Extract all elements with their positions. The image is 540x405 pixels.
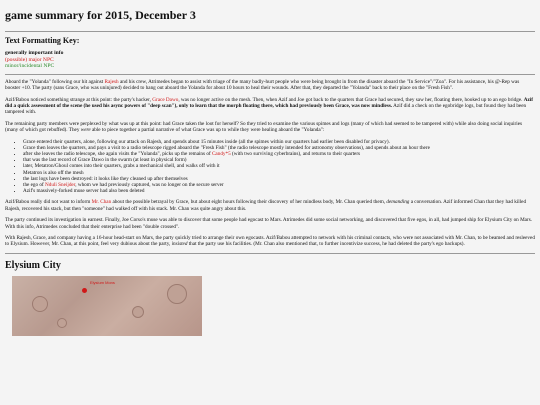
text: that the party use his facilities. (Mr. Chan also mentioned that, to further incentivize success, he had deleted the party's ego backups). xyxy=(187,241,465,248)
emphasis: insisted xyxy=(171,241,188,248)
paragraph-6 xyxy=(5,235,535,248)
text: a conversation. Azif informed Chan that they had killed Rajesh, recovered his stack, but then "someone" had walked off with his stack. Mr. Chan was quite angry about this. xyxy=(5,199,527,212)
paragraph-2 xyxy=(5,97,535,116)
text: able to piece together a partial narrative of what Grace was up to while they were healing aboard the "Yolanda": xyxy=(90,127,325,134)
list-item: • Metatron is also off the mesh xyxy=(23,170,535,176)
paragraph-1 xyxy=(5,79,535,92)
text: about the possible betrayal by Grace, but about eight hours following their discovery of her mindless body, Mr. Chan queried them, xyxy=(111,199,387,206)
list-item: • the last logs have been destroyed: it looks like they cleaned up after themselves xyxy=(23,176,535,182)
text: Azif/Babou really did not want to inform xyxy=(5,199,92,206)
mars-map-image xyxy=(12,276,202,336)
important-text: Azif did a quick assessment of the scene (he used his async powers of "deep scan"), only to learn that the morph floating there, which had previously been Grace, was now mindless. xyxy=(5,96,533,109)
text: and his crew, Atrimedes began to assist with triage of the many badly-hurt people who were being brought in from the disaster aboard the "In Service"/"Zoa". For his assistance, his @-Rep was booster +10. The party (sans Grace, who was uninjured) decided to hang out aboard the Yolanda for about 10 hours to heal their wounds. After that, they departed the "Yolanda" back to their place on the "Fresh Fish". xyxy=(5,78,520,92)
text: after she leaves the radio telescope, she again visits the "Yolanda", picks up the remains of xyxy=(23,151,212,158)
formatting-key xyxy=(5,50,535,70)
text: (with two surviving cyberbrains), and returns to their quarters xyxy=(230,151,361,158)
location-marker xyxy=(82,288,87,293)
list-item: • Grace then leaves the quarters, and pays a visit to a radio telescope rigged aboard the "Fresh Fish" (the radio telescope mostly intended for astronomy observations), and spends about an hour there xyxy=(23,145,535,151)
paragraph-4 xyxy=(5,199,535,212)
text: Azif/Babou noticed something strange at this point: the party's hacker, xyxy=(5,96,153,103)
crater xyxy=(167,284,187,304)
npc-grace: Grace Dawo xyxy=(152,96,179,103)
crater xyxy=(57,318,67,328)
text: With Rajesh, Grace, and company having a 16-hour head-start on Mars, the party quickly tried to arrange their own egocasts. Azif/Babou attempted to network with his criminal contacts, who were not associated with Mr. Chan, to be beamed and resleeved to Elysium. However, Mr. Chan, at this point, feel very dubious about the party, xyxy=(5,235,535,248)
text: Aboard the "Yolanda" following our hit against xyxy=(5,78,105,85)
page-title: game summary for 2015, December 3 xyxy=(5,8,196,22)
crater xyxy=(132,306,144,318)
npc-rajesh: Rajesh xyxy=(104,78,119,85)
list-item: • Azif's massively-forked muse server had also been deleted xyxy=(23,188,535,194)
paragraph-3 xyxy=(5,121,535,134)
paragraph-5: The party continued its investigation in earnest. Finally, Joe Corso's muse was able to discover that some people had egocast to Mars. Atrimedes did some social networking, and discovered that five egos, in all, had jumped ship for Elysium City on Mars. With this info, Atrimedes concluded that their enterprise had been "double crossed". xyxy=(5,217,533,230)
text: , was no longer active on the mesh. Then, when Azif and Joe got back to the quarters that Grace had secured, they saw her, floating there, hooked up to an ego bridge. xyxy=(178,96,524,103)
list-item: • Grace entered their quarters, alone, following our attack on Rajesh, and spends about 15 minutes inside (all the spimes within our quarters had earlier been disabled for privacy). xyxy=(23,139,535,145)
emphasis: demanding xyxy=(386,199,410,206)
list-item: • that was the last record of Grace Dawo in the swarm (at least in physical form) xyxy=(23,157,535,163)
text: The remaining party members were perplexed by what was up at this point: had Grace taken the loot for herself? So they tried to examine the various spimes and logs (many of which had seemed to be tampered with) while also doing social inquiries (many of which got rebuffed). They xyxy=(5,120,523,134)
map-label: Elysium Mons xyxy=(90,279,115,285)
divider xyxy=(5,253,535,254)
text: the ego of xyxy=(23,182,46,189)
npc-candy: Candy*5 xyxy=(211,151,231,158)
events-list xyxy=(5,139,535,195)
text: Azif did a check on the egobridge logs, but found they had been tampered with. xyxy=(5,103,527,116)
list-item: • later, Metatron/Ghoul comes into their quarters, grabs a mechanical shell, and walks off with it xyxy=(23,163,535,169)
key-minor-npc: minor/incidental NPC xyxy=(5,63,55,70)
section-title: Elysium City xyxy=(5,259,61,271)
npc-chan: Mr. Chan xyxy=(91,199,112,206)
divider xyxy=(5,31,535,32)
key-major-npc: (possible) major NPC xyxy=(5,56,54,63)
divider xyxy=(5,74,535,75)
text: , whom we had previously captured, was no longer on the secure server xyxy=(75,182,224,189)
npc-nduli: Nduli Sneijder xyxy=(45,182,76,189)
emphasis: were xyxy=(80,127,91,134)
crater xyxy=(32,296,48,312)
key-important: generally important info xyxy=(5,50,64,56)
key-heading: Text Formatting Key: xyxy=(5,36,80,45)
